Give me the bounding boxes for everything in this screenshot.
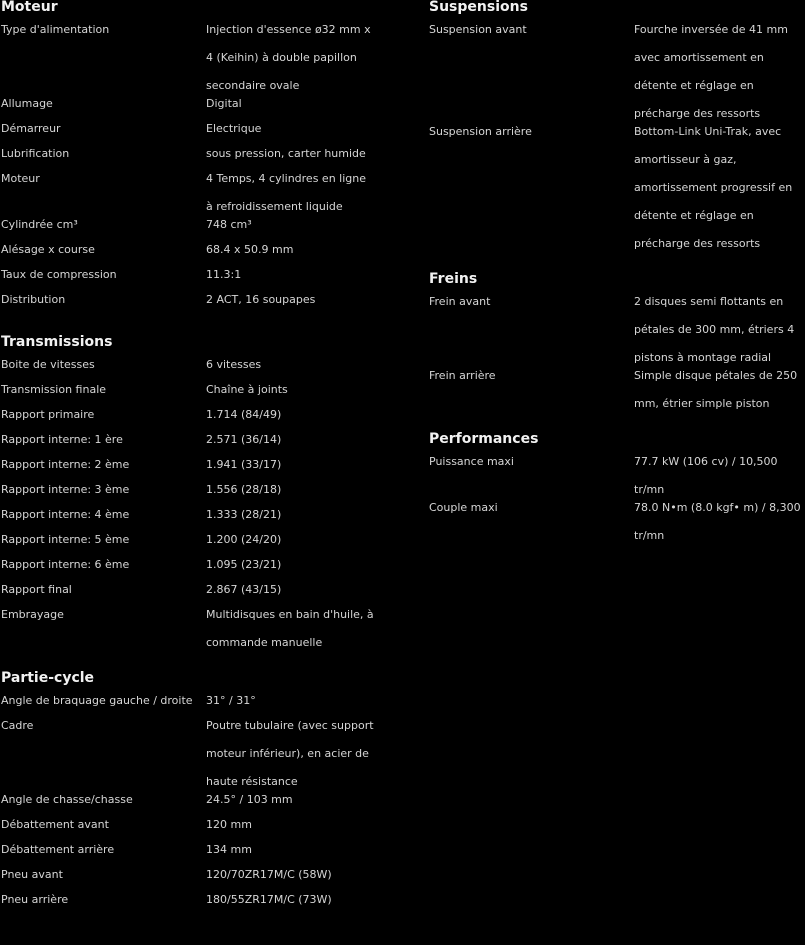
spec-value: 120/70ZR17M/C (58W) — [206, 868, 332, 881]
spec-value: Chaîne à joints — [206, 383, 288, 396]
spec-value: Electrique — [206, 122, 262, 135]
spec-value: 1.200 (24/20) — [206, 533, 282, 546]
spec-value: 11.3:1 — [206, 268, 242, 281]
spec-section-freins — [429, 272, 805, 415]
spec-section-transmissions — [1, 335, 401, 654]
spec-value: 68.4 x 50.9 mm — [206, 243, 294, 256]
spec-label: Débattement avant — [1, 818, 109, 831]
spec-label: Démarreur — [1, 122, 61, 135]
section-title: Partie-cycle — [1, 670, 95, 686]
spec-value: 78.0 N•m (8.0 kgf• m) / 8,300 tr/mn — [634, 501, 801, 542]
spec-label: Rapport interne: 5 ème — [1, 533, 130, 546]
spec-label: Rapport interne: 3 ème — [1, 483, 130, 496]
spec-value: 2 ACT, 16 soupapes — [206, 293, 316, 306]
spec-value: 1.714 (84/49) — [206, 408, 282, 421]
spec-value: 1.941 (33/17) — [206, 458, 282, 471]
spec-value: 1.556 (28/18) — [206, 483, 282, 496]
spec-label: Distribution — [1, 293, 66, 306]
spec-value: 31° / 31° — [206, 694, 256, 707]
spec-row — [429, 501, 805, 547]
section-title: Transmissions — [1, 334, 113, 350]
section-title: Suspensions — [429, 0, 528, 15]
spec-label: Angle de chasse/chasse — [1, 793, 133, 806]
spec-section-partie-cycle — [1, 671, 401, 918]
spec-section-performances — [429, 432, 805, 547]
spec-label: Rapport interne: 2 ème — [1, 458, 130, 471]
spec-row — [1, 23, 401, 97]
spec-label: Frein avant — [429, 295, 491, 308]
spec-value: Fourche inversée de 41 mm avec amortissement en détente et réglage en précharge des ressorts — [634, 23, 788, 120]
right-column — [429, 0, 805, 547]
spec-row — [429, 369, 805, 415]
spec-value: 24.5° / 103 mm — [206, 793, 293, 806]
spec-label: Rapport interne: 1 ère — [1, 433, 123, 446]
spec-label: Débattement arrière — [1, 843, 115, 856]
spec-value: 4 Temps, 4 cylindres en ligne à refroidissement liquide — [206, 172, 366, 213]
spec-label: Suspension arrière — [429, 125, 532, 138]
spec-value: 748 cm³ — [206, 218, 252, 231]
spec-label: Taux de compression — [1, 268, 117, 281]
spec-label: Type d'alimentation — [1, 23, 110, 36]
spec-label: Suspension avant — [429, 23, 527, 36]
spec-value: Simple disque pétales de 250 mm, étrier simple piston — [634, 369, 798, 410]
spec-label: Pneu arrière — [1, 893, 69, 906]
spec-label: Rapport primaire — [1, 408, 95, 421]
spec-label: Rapport final — [1, 583, 72, 596]
spec-label: Alésage x course — [1, 243, 95, 256]
spec-value: 6 vitesses — [206, 358, 262, 371]
section-title: Freins — [429, 271, 478, 287]
spec-value: 2 disques semi flottants en pétales de 300 mm, étriers 4 pistons à montage radial — [634, 295, 795, 364]
spec-row — [1, 608, 401, 654]
spec-label: Embrayage — [1, 608, 64, 621]
spec-value: sous pression, carter humide — [206, 147, 366, 160]
spec-section-suspensions — [429, 0, 805, 255]
spec-label: Cylindrée cm³ — [1, 218, 78, 231]
spec-label: Lubrification — [1, 147, 70, 160]
spec-value: Injection d'essence ø32 mm x 4 (Keihin) à double papillon secondaire ovale — [206, 23, 371, 92]
spec-label: Puissance maxi — [429, 455, 514, 468]
spec-value: 1.333 (28/21) — [206, 508, 282, 521]
spec-label: Pneu avant — [1, 868, 63, 881]
section-title: Performances — [429, 431, 539, 447]
spec-value: Poutre tubulaire (avec support moteur inférieur), en acier de haute résistance — [206, 719, 374, 788]
spec-value: Digital — [206, 97, 242, 110]
spec-label: Boite de vitesses — [1, 358, 95, 371]
spec-value: 77.7 kW (106 cv) / 10,500 tr/mn — [634, 455, 778, 496]
spec-value: 134 mm — [206, 843, 252, 856]
spec-row — [1, 293, 401, 318]
spec-value: 1.095 (23/21) — [206, 558, 282, 571]
spec-label: Rapport interne: 6 ème — [1, 558, 130, 571]
spec-label: Rapport interne: 4 ème — [1, 508, 130, 521]
spec-label: Couple maxi — [429, 501, 498, 514]
spec-label: Transmission finale — [1, 383, 107, 396]
left-column — [1, 0, 401, 918]
spec-value: 180/55ZR17M/C (73W) — [206, 893, 332, 906]
spec-row — [1, 719, 401, 793]
spec-row — [429, 295, 805, 369]
spec-label: Allumage — [1, 97, 53, 110]
spec-value: Bottom-Link Uni-Trak, avec amortisseur à gaz, amortissement progressif en détente et réglage en précharge des ressorts — [634, 125, 793, 250]
spec-label: Angle de braquage gauche / droite — [1, 694, 193, 707]
spec-value: 2.571 (36/14) — [206, 433, 282, 446]
spec-label: Frein arrière — [429, 369, 496, 382]
spec-value: Multidisques en bain d'huile, à commande manuelle — [206, 608, 374, 649]
spec-label: Moteur — [1, 172, 40, 185]
section-title: Moteur — [1, 0, 58, 15]
spec-row — [429, 125, 805, 255]
spec-section-moteur — [1, 0, 401, 318]
spec-row — [1, 893, 401, 918]
spec-value: 120 mm — [206, 818, 252, 831]
spec-row — [429, 23, 805, 125]
spec-label: Cadre — [1, 719, 34, 732]
spec-value: 2.867 (43/15) — [206, 583, 282, 596]
